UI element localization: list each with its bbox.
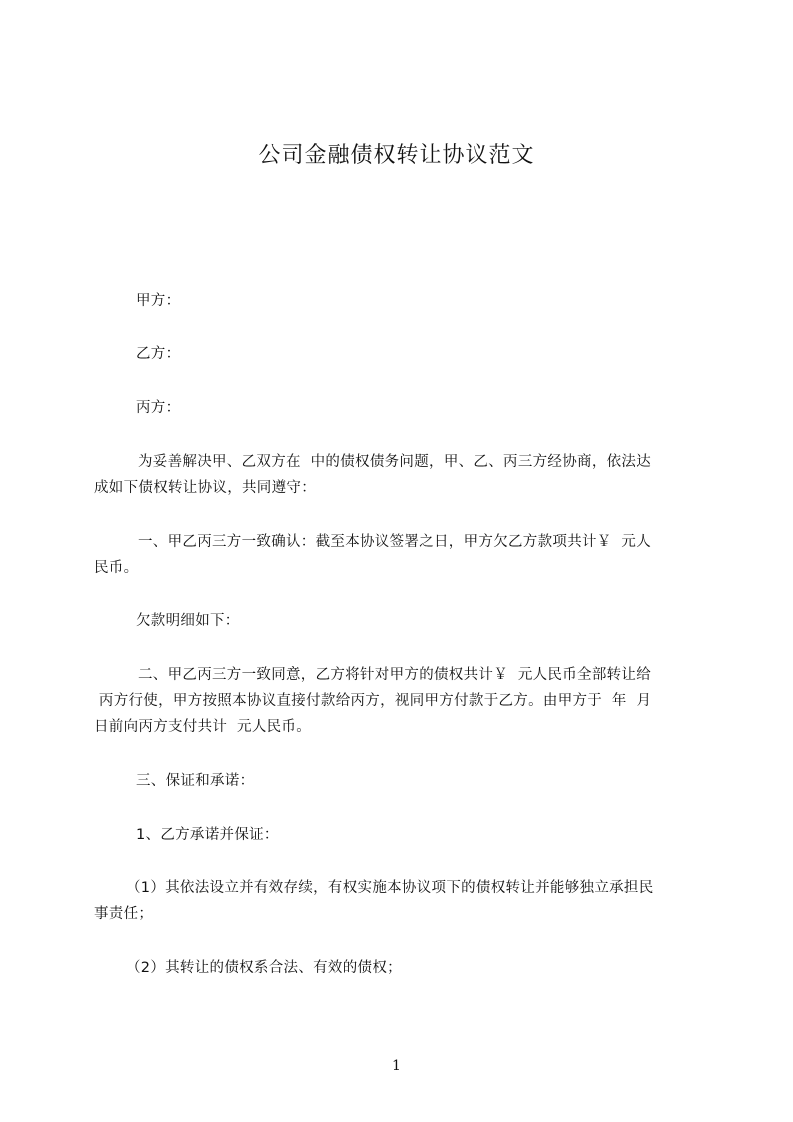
clause-2-line-1: 二、甲乙丙三方一致同意，乙方将针对甲方的债权共计￥ 元人民币全部转让给 [138, 667, 652, 683]
clause-2-line-3: 日前向丙方支付共计 元人民币。 [94, 719, 312, 735]
party-b-label: 乙方： [136, 346, 181, 362]
preamble-line-2: 成如下债权转让协议，共同遵守： [94, 480, 316, 496]
preamble-line-1: 为妥善解决甲、乙双方在 中的债权债务问题，甲、乙、丙三方经协商，依法达 [138, 454, 652, 470]
clause-2-line-2: 丙方行使，甲方按照本协议直接付款给丙方，视同甲方付款于乙方。由甲方于 年 月 [94, 693, 652, 709]
clause-1-line-1: 一、甲乙丙三方一致确认：截至本协议签署之日，甲方欠乙方款项共计￥ 元人 [138, 534, 652, 550]
document-title: 公司金融债权转让协议范文 [258, 143, 535, 168]
party-a-label: 甲方： [136, 293, 181, 309]
page-number: 1 [392, 1058, 401, 1074]
item-1-line-1: （1）其依法设立并有效存续，有权实施本协议项下的债权转让并能够独立承担民 [126, 880, 654, 896]
clause-3-heading: 三、保证和承诺： [136, 773, 255, 789]
item-1-line-2: 事责任； [94, 906, 154, 922]
clause-1-line-2: 民币。 [94, 560, 139, 576]
debt-detail-heading: 欠款明细如下： [136, 613, 240, 629]
item-2-line-1: （2）其转让的债权系合法、有效的债权； [126, 960, 402, 976]
party-c-label: 丙方： [136, 400, 181, 416]
clause-3-1-heading: 1、乙方承诺并保证： [136, 827, 279, 843]
